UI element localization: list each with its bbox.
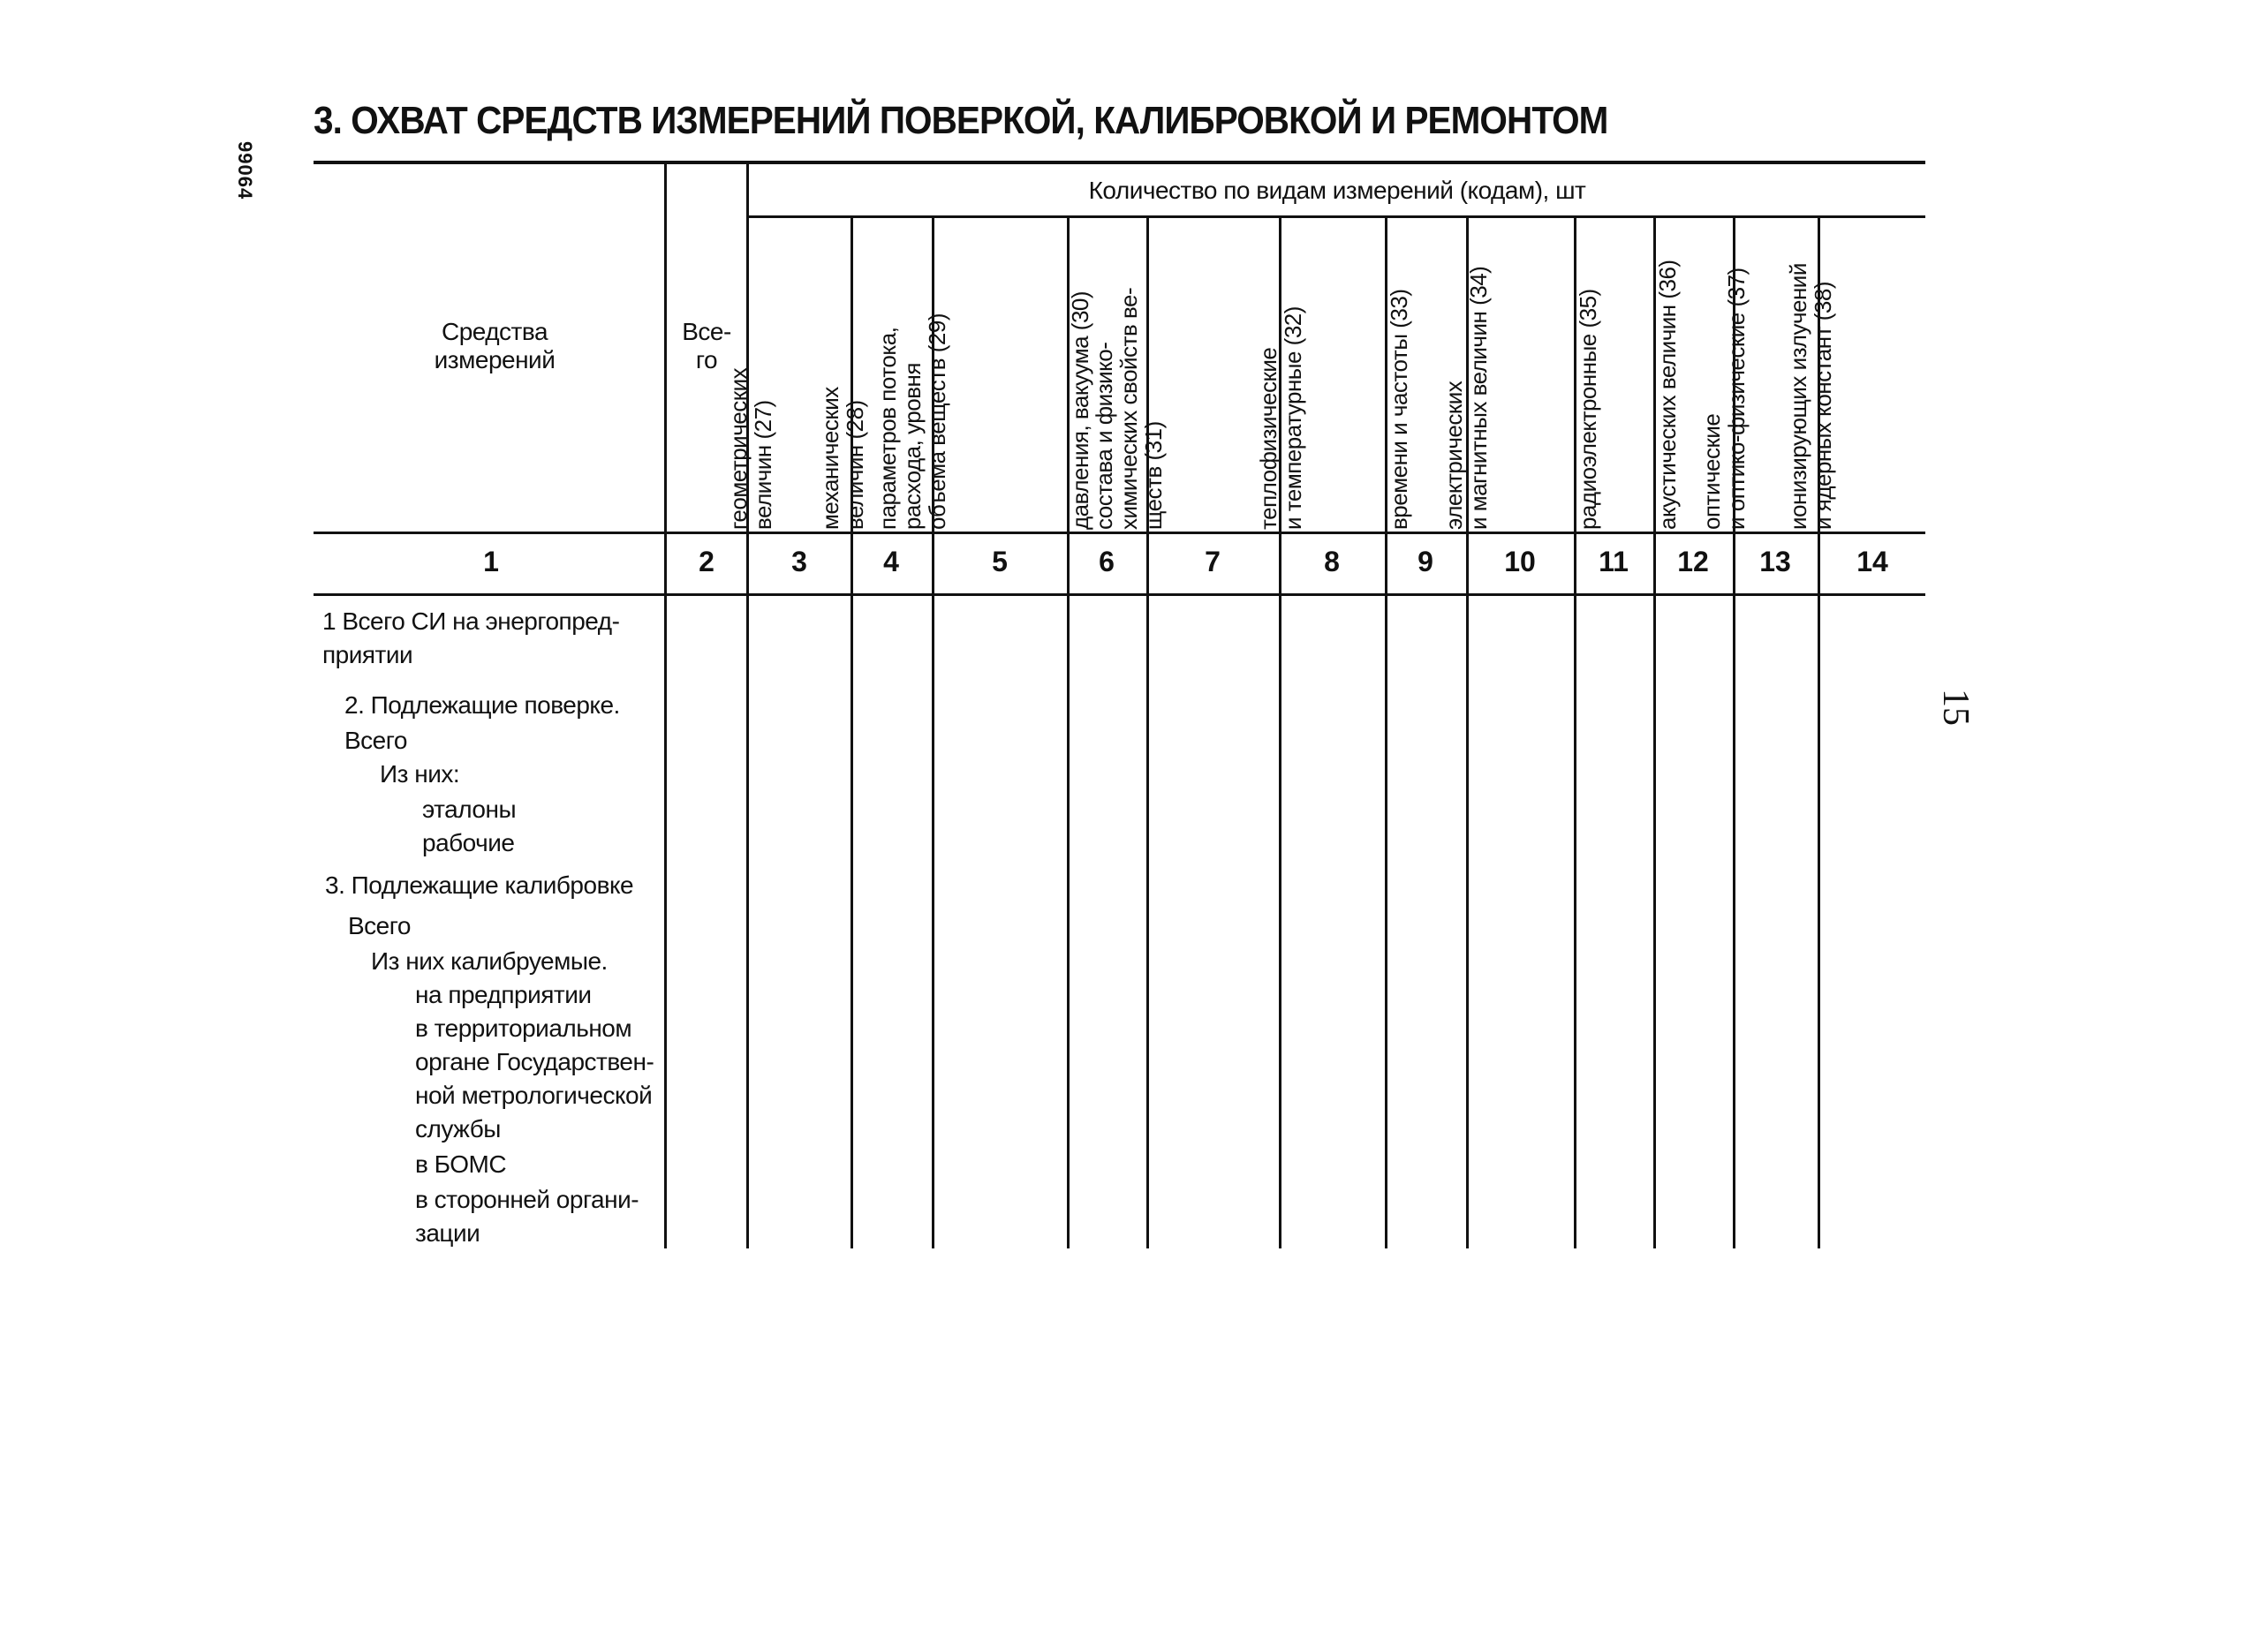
row-label: 1 Всего СИ на энергопред- <box>322 607 620 635</box>
col-number-2: 2 <box>699 546 714 577</box>
col4-header <box>818 387 867 530</box>
col-number-14: 14 <box>1856 546 1888 577</box>
col2-header <box>667 318 746 374</box>
col5-header-line2: расхода, уровня <box>899 363 926 530</box>
col7-header-line3: ществ (31) <box>1140 421 1167 530</box>
row-label: Из них калибруемые. <box>371 947 608 975</box>
row-label: в сторонней органи- <box>415 1186 639 1213</box>
col3-header-line1: геометрических <box>725 367 752 530</box>
col-number-4: 4 <box>883 546 899 577</box>
group-header: Количество по видам измерений (кодам), шт <box>1088 177 1586 204</box>
col4-header-line2: величин (28) <box>842 400 868 530</box>
col4-header-line1: механических <box>817 387 843 530</box>
page-number: 15 <box>1935 689 1976 726</box>
row-label: органе Государствен- <box>415 1048 654 1075</box>
row-label: 3. Подлежащие калибровке <box>325 871 634 899</box>
header-bottom-rule <box>314 532 1925 534</box>
col8-header-line1: теплофизические <box>1255 347 1281 530</box>
page-title: 3. ОХВАТ СРЕДСТВ ИЗМЕРЕНИЙ ПОВЕРКОЙ, КАЛИБРОВКОЙ И РЕМОНТОМ <box>314 99 1608 142</box>
col-number-11: 11 <box>1599 546 1629 577</box>
row-label: Из них: <box>380 760 460 788</box>
col10-header-line2: и магнитных величин (34) <box>1465 266 1492 530</box>
col13-header-line1: оптические <box>1698 413 1725 530</box>
row-label: службы <box>415 1115 501 1143</box>
col-number-7: 7 <box>1205 546 1221 577</box>
col5-header <box>875 313 949 530</box>
col14-header-line2: и ядерных констант (38) <box>1810 282 1836 530</box>
col9-header <box>1387 290 1411 531</box>
col8-header <box>1256 306 1305 530</box>
row-label: на предприятии <box>415 981 592 1008</box>
col13-header <box>1699 268 1749 530</box>
table-top-rule <box>314 161 1925 164</box>
col1-header <box>371 318 618 374</box>
col7-header-line1: состава и физико- <box>1091 342 1117 530</box>
group-header-rule <box>746 215 1925 218</box>
col7-header-line2: химических свойств ве- <box>1115 287 1142 530</box>
col-number-12: 12 <box>1677 546 1709 577</box>
row-label: Всего <box>344 727 407 754</box>
col-number-1: 1 <box>483 546 499 577</box>
col9-header-line1: времени и частоты (33) <box>1386 289 1412 530</box>
row-label: рабочие <box>422 829 515 856</box>
col7-header <box>1092 288 1166 530</box>
col2-header-line2: го <box>695 346 718 373</box>
numbers-bottom-rule <box>314 593 1925 596</box>
col10-header-line1: электрических <box>1440 381 1467 530</box>
col-sep-2 <box>746 162 749 1248</box>
col12-header-line1: акустических величин (36) <box>1654 260 1681 530</box>
col14-header <box>1786 263 1835 530</box>
col11-header-line1: радиоэлектронные (35) <box>1575 289 1601 530</box>
col2-header-line1: Все- <box>682 318 731 345</box>
row-label: в территориальном <box>415 1014 632 1042</box>
col-number-6: 6 <box>1099 546 1115 577</box>
row-label: Всего <box>348 912 411 939</box>
col12-header <box>1655 260 1680 530</box>
row-label: зации <box>415 1219 480 1247</box>
col5-header-line1: параметров потока, <box>874 327 901 530</box>
col14-header-line1: ионизирующих излучений <box>1785 263 1811 530</box>
col-number-10: 10 <box>1504 546 1536 577</box>
col8-header-line2: и температурные (32) <box>1280 306 1306 530</box>
col10-header <box>1441 267 1491 530</box>
col6-header-line1: давления, вакуума (30) <box>1067 290 1093 530</box>
row-label: ной метрологической <box>415 1082 653 1109</box>
col13-header-line2: и оптико-физические (37) <box>1723 268 1750 530</box>
col-number-3: 3 <box>791 546 807 577</box>
col-sep-3 <box>850 217 853 1248</box>
col3-header <box>726 368 775 530</box>
col-number-13: 13 <box>1759 546 1791 577</box>
row-label: 2. Подлежащие поверке. <box>344 691 620 719</box>
col1-header-line2: измерений <box>434 346 556 373</box>
col11-header <box>1576 289 1600 530</box>
col1-header-line1: Средства <box>441 318 548 345</box>
col-number-8: 8 <box>1324 546 1340 577</box>
row-label: эталоны <box>422 796 517 823</box>
col-number-5: 5 <box>992 546 1008 577</box>
col-number-9: 9 <box>1418 546 1433 577</box>
col3-header-line2: величин (27) <box>750 400 776 530</box>
row-label: приятии <box>322 641 413 668</box>
col5-header-line3: объема веществ (29) <box>924 313 950 530</box>
col6-header <box>1068 291 1092 530</box>
document-code: 99064 <box>234 141 256 200</box>
row-label: в БОМС <box>415 1150 507 1178</box>
